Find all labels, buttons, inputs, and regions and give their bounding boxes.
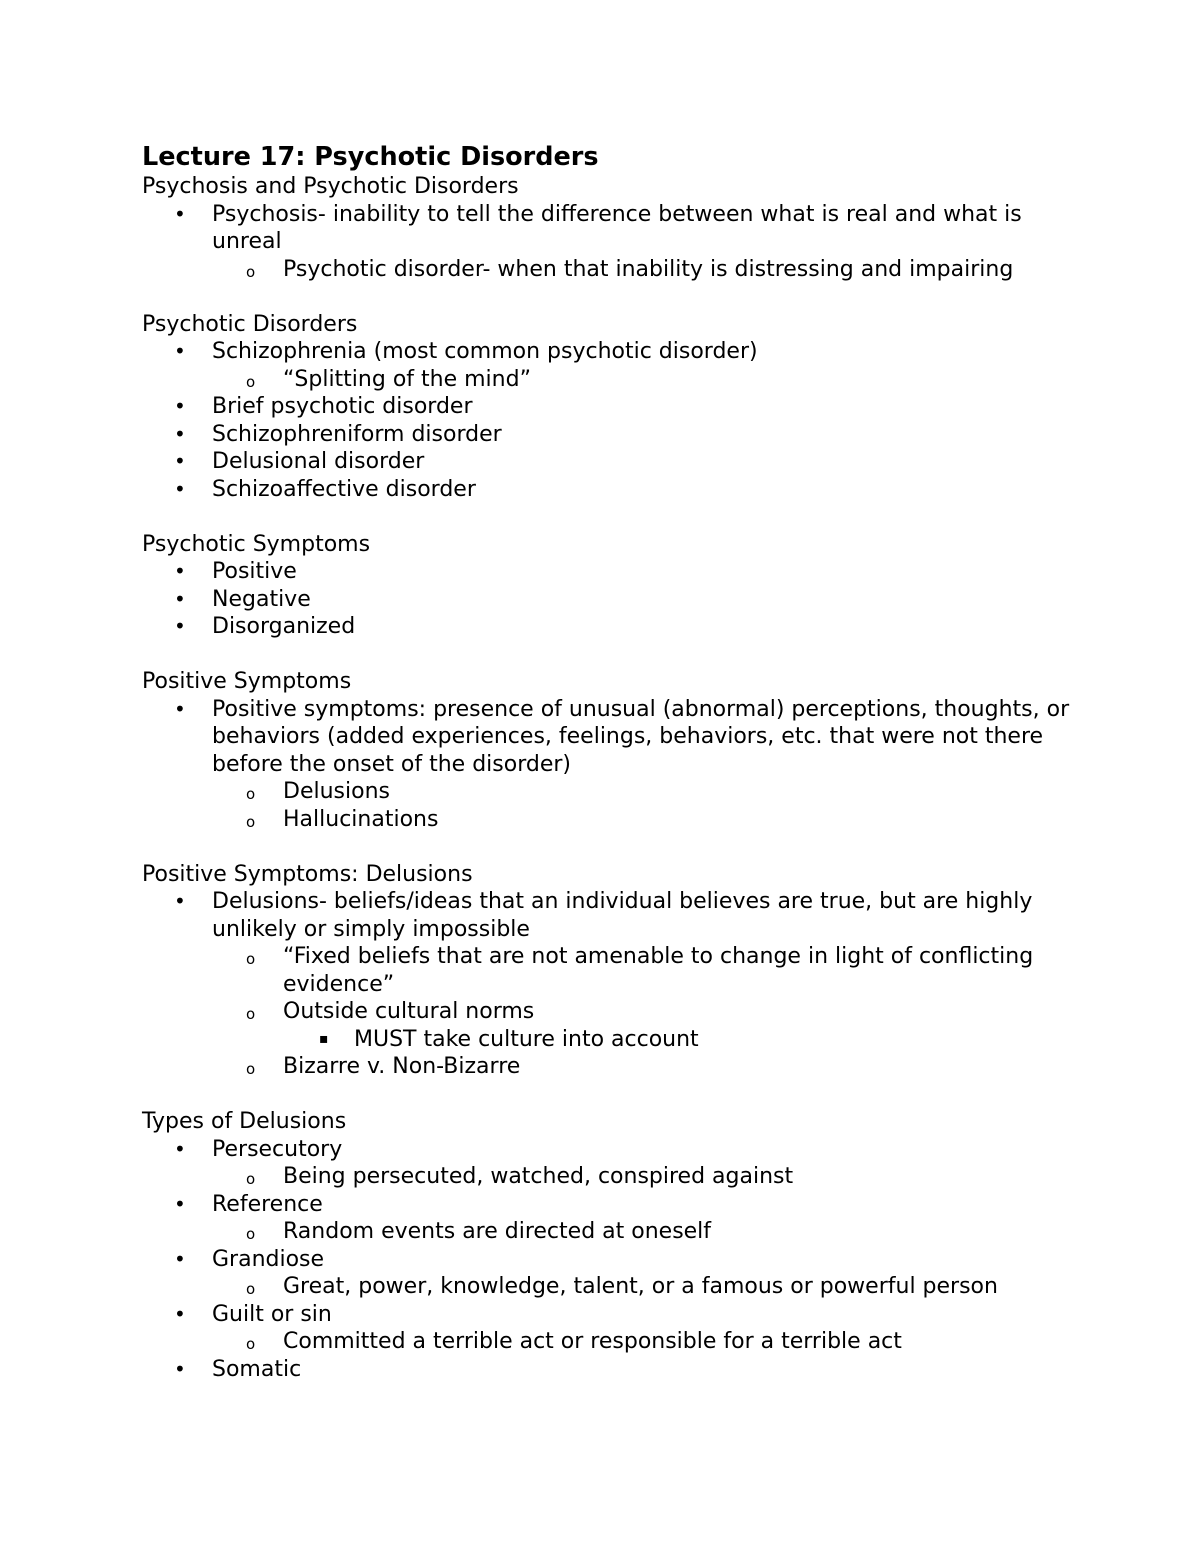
list-item-text: Delusional disorder	[212, 449, 425, 474]
list-item-text: Hallucinations	[283, 806, 439, 832]
bullet-icon: •	[174, 421, 186, 446]
bullet-icon: •	[174, 476, 186, 501]
circle-bullet-icon: o	[246, 262, 256, 281]
list-item	[142, 613, 1082, 641]
list-item-text: “Fixed beliefs that are not amenable to change in light of conflicting evidence”	[283, 944, 1034, 997]
square-bullet-icon: ▪	[319, 1030, 329, 1047]
list-item-text: Guilt or sin	[212, 1301, 332, 1327]
list-item-text: Brief psychotic disorder	[212, 394, 473, 419]
circle-bullet-icon: o	[246, 1225, 256, 1243]
page-title: Lecture 17: Psychotic Disorders	[142, 142, 599, 172]
list-item	[142, 696, 1082, 834]
section-heading: Psychotic Symptoms	[142, 531, 371, 557]
list-item-text: Schizophreniform disorder	[212, 421, 502, 447]
list-item-text: Somatic	[212, 1356, 302, 1382]
sections-container	[142, 173, 1082, 1383]
circle-bullet-icon: o	[246, 372, 256, 391]
sub-list-item	[212, 366, 1082, 394]
circle-bullet-icon: o	[246, 1170, 256, 1188]
bullet-icon: •	[174, 339, 186, 363]
sub-list-item	[212, 1273, 1082, 1301]
bullet-list-level-2	[212, 1273, 1082, 1301]
circle-bullet-icon: o	[246, 1335, 256, 1353]
section	[142, 668, 1082, 833]
list-item-text: Grandiose	[212, 1246, 325, 1272]
sub-list-item	[212, 806, 1082, 834]
list-item-text: Being persecuted, watched, conspired against	[283, 1164, 794, 1189]
list-item-text: Positive	[212, 559, 297, 584]
bullet-icon: •	[174, 394, 186, 418]
list-item	[142, 393, 1082, 421]
section	[142, 311, 1082, 504]
sub-list-item	[212, 778, 1082, 806]
section-heading: Psychotic Disorders	[142, 311, 358, 337]
list-item-text: Psychosis- inability to tell the difference between what is real and what is unreal	[212, 201, 1022, 254]
list-item	[142, 1246, 1082, 1301]
bullet-icon: •	[174, 1191, 186, 1216]
bullet-list-level-2	[212, 1328, 1082, 1356]
bullet-list-level-1	[142, 201, 1082, 284]
list-item-text: Delusions	[283, 779, 390, 804]
section	[142, 1108, 1082, 1383]
sub-list-item	[212, 943, 1082, 998]
bullet-icon: •	[174, 1301, 186, 1326]
circle-bullet-icon: o	[246, 1005, 256, 1023]
section-heading: Positive Symptoms	[142, 669, 352, 694]
section-heading: Psychosis and Psychotic Disorders	[142, 174, 519, 199]
sub-list-item	[212, 1053, 1082, 1081]
list-item-text: Great, power, knowledge, talent, or a famous or powerful person	[283, 1274, 998, 1299]
bullet-list-level-2	[212, 778, 1082, 833]
list-item-text: Negative	[212, 586, 311, 612]
list-item-text: Schizophrenia (most common psychotic disorder)	[212, 339, 758, 364]
bullet-icon: •	[174, 1136, 186, 1161]
list-item-text: Positive symptoms: presence of unusual (abnormal) perceptions, thoughts, or behaviors (added experiences, feelings, behaviors, etc. that were not there before the onset of the disorder)	[212, 696, 1070, 777]
list-item-text: Psychotic disorder- when that inability is distressing and impairing	[283, 256, 1014, 282]
section	[142, 861, 1082, 1081]
list-item	[142, 1356, 1082, 1384]
bullet-icon: •	[174, 559, 186, 583]
sub-list-item	[212, 998, 1082, 1053]
bullet-list-level-3	[283, 1026, 1082, 1054]
bullet-list-level-1	[142, 696, 1082, 834]
circle-bullet-icon: o	[246, 1060, 256, 1078]
list-item	[142, 1136, 1082, 1191]
section-heading: Positive Symptoms: Delusions	[142, 861, 473, 887]
sub-list-item	[283, 1026, 1082, 1054]
list-item-text: Random events are directed at oneself	[283, 1219, 712, 1244]
section	[142, 173, 1082, 283]
list-item	[142, 888, 1082, 1081]
list-item-text: MUST take culture into account	[354, 1026, 699, 1052]
list-item	[142, 1301, 1082, 1356]
sub-list-item	[212, 1163, 1082, 1191]
bullet-list-level-1	[142, 888, 1082, 1081]
bullet-list-level-2	[212, 256, 1082, 284]
circle-bullet-icon: o	[246, 950, 256, 968]
sub-list-item	[212, 1218, 1082, 1246]
list-item	[142, 338, 1082, 393]
list-item-text: Bizarre v. Non-Bizarre	[283, 1054, 521, 1079]
list-item-text: Outside cultural norms	[283, 999, 535, 1024]
bullet-icon: •	[174, 201, 186, 226]
list-item	[142, 476, 1082, 504]
bullet-icon: •	[174, 696, 186, 721]
bullet-list-level-2	[212, 1163, 1082, 1191]
bullet-icon: •	[174, 449, 186, 473]
list-item	[142, 558, 1082, 586]
list-item-text: Schizoaffective disorder	[212, 476, 476, 502]
list-item	[142, 448, 1082, 476]
circle-bullet-icon: o	[246, 785, 256, 803]
list-item	[142, 201, 1082, 284]
bullet-list-level-1	[142, 558, 1082, 641]
document-page	[142, 140, 1082, 1383]
list-item	[142, 1191, 1082, 1246]
list-item-text: Reference	[212, 1191, 323, 1217]
bullet-icon: •	[174, 889, 186, 913]
circle-bullet-icon: o	[246, 812, 256, 831]
list-item	[142, 421, 1082, 449]
sub-list-item	[212, 1328, 1082, 1356]
list-item-text: Disorganized	[212, 614, 356, 639]
bullet-list-level-2	[212, 366, 1082, 394]
list-item-text: Persecutory	[212, 1136, 343, 1162]
list-item-text: Committed a terrible act or responsible for a terrible act	[283, 1329, 902, 1354]
list-item-text: Delusions- beliefs/ideas that an individual believes are true, but are highly unlikely or simply impossible	[212, 889, 1033, 942]
list-item	[142, 586, 1082, 614]
bullet-icon: •	[174, 1356, 186, 1381]
section-heading: Types of Delusions	[142, 1109, 347, 1134]
circle-bullet-icon: o	[246, 1280, 256, 1298]
bullet-icon: •	[174, 614, 186, 638]
bullet-list-level-2	[212, 1218, 1082, 1246]
list-item-text: “Splitting of the mind”	[283, 366, 531, 392]
bullet-list-level-1	[142, 1136, 1082, 1384]
sub-list-item	[212, 256, 1082, 284]
section	[142, 531, 1082, 641]
bullet-list-level-1	[142, 338, 1082, 503]
bullet-icon: •	[174, 586, 186, 611]
bullet-list-level-2	[212, 943, 1082, 1081]
bullet-icon: •	[174, 1246, 186, 1271]
